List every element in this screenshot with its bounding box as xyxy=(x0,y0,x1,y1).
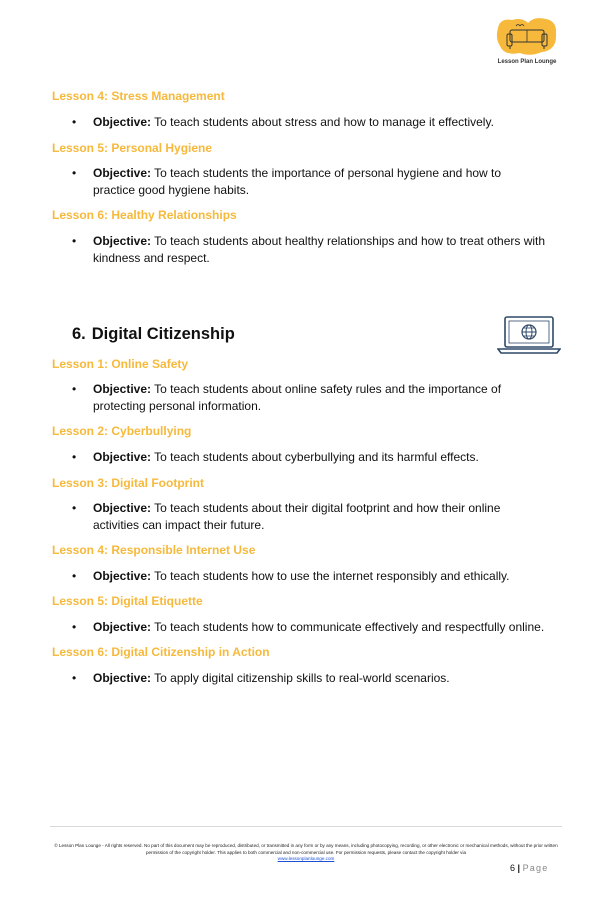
objective-label: Objective: xyxy=(93,234,152,248)
lesson-objective xyxy=(93,568,563,585)
footer-divider xyxy=(50,826,562,827)
lesson-heading: Lesson 1: Online Safety xyxy=(52,357,189,371)
lesson-heading: Lesson 6: Digital Citizenship in Action xyxy=(52,645,270,659)
sofa-logo-icon xyxy=(494,14,560,60)
lesson-heading: Lesson 4: Stress Management xyxy=(52,89,225,103)
lesson-objective xyxy=(93,114,563,131)
lesson-objective xyxy=(93,165,533,199)
bullet: • xyxy=(72,166,77,180)
objective-label: Objective: xyxy=(93,569,152,583)
objective-text: To teach students about online safety rules and the importance of protecting personal information. xyxy=(93,382,502,413)
lesson-heading: Lesson 4: Responsible Internet Use xyxy=(52,543,256,557)
objective-text: To apply digital citizenship skills to real-world scenarios. xyxy=(154,671,450,685)
bullet: • xyxy=(72,501,77,515)
page-separator: | xyxy=(517,863,521,873)
laptop-globe-icon xyxy=(497,315,561,355)
objective-label: Objective: xyxy=(93,450,152,464)
objective-text: To teach students how to communicate effectively and respectfully online. xyxy=(154,620,545,634)
objective-text: To teach students about their digital footprint and how their online activities can impact their future. xyxy=(93,501,501,532)
bullet: • xyxy=(72,115,77,129)
objective-label: Objective: xyxy=(93,115,152,129)
bullet: • xyxy=(72,450,77,464)
lesson-objective xyxy=(93,670,563,687)
bullet: • xyxy=(72,569,77,583)
lesson-objective xyxy=(93,233,563,267)
page-number xyxy=(510,863,548,873)
copyright-text: © Lesson Plan Lounge - All rights reserved. No part of this document may be reproduced, distributed, or transmitted in any form or by any means, including photocopying, recording, or other electronic or mechanical methods, without the prior written permission of the copyright holder. This applies to both commercial and non-commercial use. For permission requests, please contact the copyright holder via xyxy=(54,843,558,855)
bullet: • xyxy=(72,671,77,685)
page-word: Page xyxy=(522,863,549,873)
objective-label: Objective: xyxy=(93,671,152,685)
lesson-objective xyxy=(93,500,523,534)
objective-label: Objective: xyxy=(93,501,152,515)
lesson-heading: Lesson 6: Healthy Relationships xyxy=(52,208,237,222)
objective-text: To teach students how to use the internet responsibly and ethically. xyxy=(154,569,510,583)
footer-copyright xyxy=(50,843,562,863)
logo-text: Lesson Plan Lounge xyxy=(497,59,557,65)
objective-text: To teach students about stress and how to manage it effectively. xyxy=(154,115,494,129)
bullet: • xyxy=(72,620,77,634)
lesson-objective xyxy=(93,449,563,466)
section-title xyxy=(72,325,235,344)
page-number-value: 6 xyxy=(510,863,516,873)
objective-label: Objective: xyxy=(93,620,152,634)
lesson-heading: Lesson 3: Digital Footprint xyxy=(52,476,204,490)
lesson-objective xyxy=(93,381,523,415)
section-number: 6. xyxy=(72,325,86,343)
bullet: • xyxy=(72,234,77,248)
objective-text: To teach students about cyberbullying and its harmful effects. xyxy=(154,450,479,464)
footer-link[interactable]: www.lessonplanlounge.com xyxy=(277,856,335,861)
lesson-objective xyxy=(93,619,563,636)
lesson-heading: Lesson 5: Digital Etiquette xyxy=(52,594,203,608)
objective-label: Objective: xyxy=(93,166,152,180)
objective-label: Objective: xyxy=(93,382,152,396)
lesson-heading: Lesson 5: Personal Hygiene xyxy=(52,141,213,155)
lesson-heading: Lesson 2: Cyberbullying xyxy=(52,424,192,438)
section-title-text: Digital Citizenship xyxy=(91,325,235,343)
bullet: • xyxy=(72,382,77,396)
objective-text: To teach students about healthy relationships and how to treat others with kindness and respect. xyxy=(93,234,546,265)
objective-text: To teach students the importance of personal hygiene and how to practice good hygiene habits. xyxy=(93,166,502,197)
logo xyxy=(494,14,560,70)
